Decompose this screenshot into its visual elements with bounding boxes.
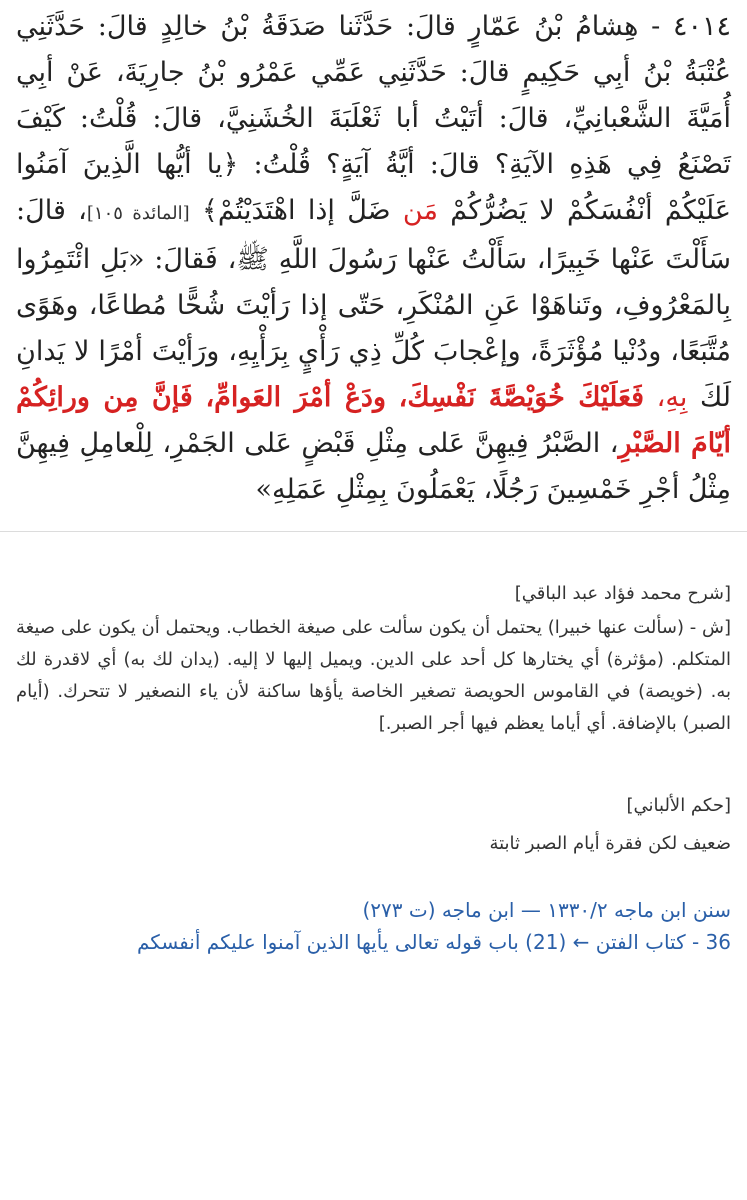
chapter-breadcrumb bbox=[16, 926, 731, 958]
section-divider bbox=[0, 531, 747, 532]
quran-reference: [المائدة ١٠٥] bbox=[86, 203, 190, 224]
hadith-ending: ، الصَّبْرُ فِيهِنَّ عَلى مِثْلِ قَبْضٍ عَلى الجَمْرِ، لِلْعامِلِ فِيهِنَّ مِثْلُ أجْرِ خَمْسِينَ رَجُلًا، يَعْمَلُونَ بِمِثْلِ عَمَلِهِ» bbox=[16, 428, 731, 505]
book-reference-link[interactable]: سنن ابن ماجه ١٣٣٠/٢ — ابن ماجه (ت ٢٧٣) bbox=[362, 898, 731, 922]
chapter-number[interactable]: 36 bbox=[705, 930, 731, 954]
chapter-separator: - bbox=[685, 930, 706, 954]
hadith-intro: ٤٠١٤ - هِشامُ بْنُ عَمّارٍ قالَ: حَدَّثَنا صَدَقَةُ بْنُ خالِدٍ قالَ: حَدَّثَنِي عُتْبَةُ بْنُ أبِي حَكِيمٍ قالَ: حَدَّثَنِي عَمِّي عَمْرُو بْنُ جارِيَةَ، عَنْ أبِي أُمَيَّةَ الشَّعْبانِيِّ، قالَ: أتَيْتُ أبا ثَعْلَبَةَ الخُشَنِيَّ، قالَ: قُلْتُ: كَيْفَ تَصْنَعُ فِي هَذِهِ الآيَةِ؟ قالَ: أيَّةُ آيَةٍ؟ قُلْتُ: ﴿يا أيُّها الَّذِينَ آمَنُوا عَلَيْكُمْ أنْفُسَكُمْ لا يَضُرُّكُمْ bbox=[16, 11, 731, 226]
highlight-khuwaysa: فَعَلَيْكَ خُوَيْصَّةَ نَفْسِكَ، bbox=[398, 382, 645, 413]
highlight-ayyam-sabr: فَإنَّ مِن ورائِكُمْ أيّامَ الصَّبْرِ bbox=[16, 382, 731, 459]
bab-link[interactable]: (21) باب قوله تعالى يأيها الذين آمنوا عليكم أنفسكم bbox=[136, 930, 567, 954]
word-man: مَن bbox=[402, 195, 438, 226]
sharh-body: [ش - (سألت عنها خبيرا) يحتمل أن يكون سألت على صيغة الخطاب. ويحتمل أن يكون على صيغة المتكلم. (مؤثرة) أي يختارها كل أحد على الدين. ويميل إليها لا إليه. (يدان لك به) أي لاقدرة لك به. (خويصة) في القاموس الحويصة تصغير الخاصة يأؤها ساكنة لأن ياء النصغير لا تتحرك. (أيام الصبر) بالإضافة. أي أياما يعظم فيها أجر الصبر.] bbox=[16, 617, 731, 734]
word-bihi: بِهِ، bbox=[656, 382, 688, 413]
breadcrumb-arrow-icon: ← bbox=[566, 930, 596, 954]
kitab-link[interactable]: كتاب الفتن bbox=[595, 930, 686, 954]
quran-end: ضَلَّ إذا اهْتَدَيْتُمْ﴾ bbox=[202, 195, 391, 226]
references bbox=[16, 894, 731, 958]
hukm-title: [حكم الألباني] bbox=[626, 795, 731, 816]
highlight-awam: ودَعْ أمْرَ العَوامِّ، bbox=[205, 382, 386, 413]
hadith-narration: ، قالَ: سَأَلْتَ عَنْها خَبِيرًا، سَأَلْتُ عَنْها رَسُولَ اللَّهِ ﷺ، فَقالَ: «بَلِ ائْتَمِرُوا بِالمَعْرُوفِ، وتَناهَوْا عَنِ المُنْكَرِ، حَتّى إذا رَأيْتَ شُحًّا مُطاعًا، وهَوًى مُتَّبَعًا، ودُنْيا مُؤْثَرَةً، وإعْجابَ كُلِّ ذِي رَأْيٍ بِرَأْيِهِ، ورَأيْتَ أمْرًا لا يَدانِ لَكَ bbox=[16, 195, 731, 413]
sharh-title: [شرح محمد فؤاد عبد الباقي] bbox=[514, 583, 731, 604]
hadith-text bbox=[16, 0, 731, 513]
hukm-body: ضعيف لكن فقرة أيام الصبر ثابتة bbox=[489, 833, 731, 854]
